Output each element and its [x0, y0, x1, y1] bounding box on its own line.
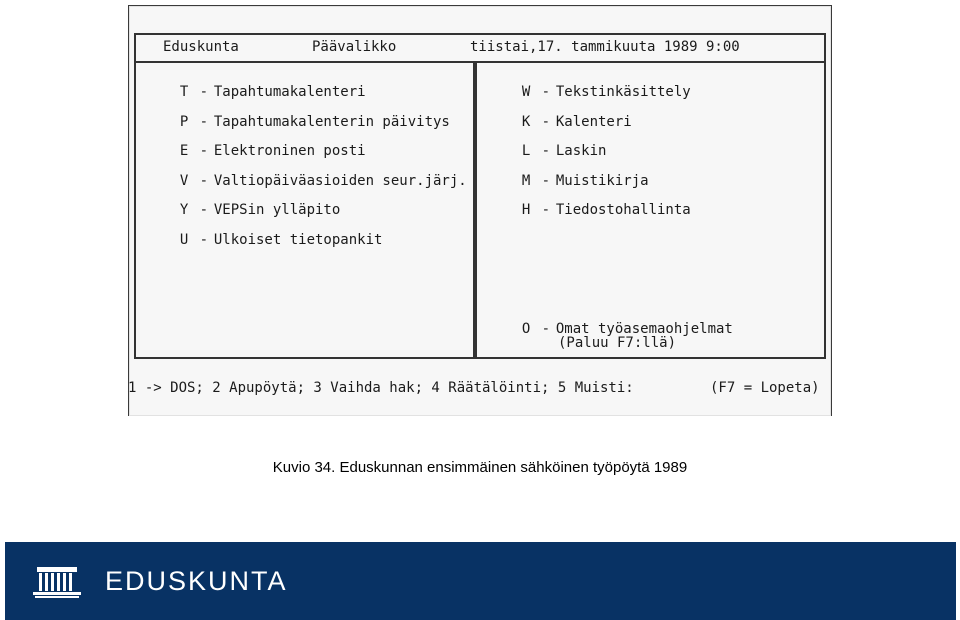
menu-label: Ulkoiset tietopankit	[213, 232, 383, 248]
datetime: tiistai,17. tammikuuta 1989 9:00	[470, 39, 740, 55]
separator: -	[541, 84, 551, 100]
separator: -	[199, 114, 209, 130]
menu-label: Tiedostohallinta	[555, 202, 691, 218]
return-hint: (Paluu F7:llä)	[558, 335, 677, 351]
menu-label: Elektroninen posti	[213, 143, 366, 159]
eduskunta-logo-text: EDUSKUNTA	[105, 566, 288, 596]
separator: -	[199, 202, 209, 218]
menu-key: E	[179, 143, 189, 159]
menu-item-omat-ohjelmat[interactable]	[505, 305, 733, 337]
menu-item-tiedostohallinta[interactable]	[505, 186, 691, 218]
separator: -	[541, 114, 551, 130]
menu-key: M	[521, 173, 531, 189]
function-key-bar[interactable]: 1 -> DOS; 2 Apupöytä; 3 Vaihda hak; 4 Räätälöinti; 5 Muisti:	[128, 380, 634, 396]
menu-label: Omat työasemaohjelmat	[555, 321, 733, 337]
separator: -	[199, 232, 209, 248]
menu-key: V	[179, 173, 189, 189]
menu-item-kalenteri[interactable]	[505, 98, 632, 130]
menu-label: Tekstinkäsittely	[555, 84, 691, 100]
menu-item-muistikirja[interactable]	[505, 157, 649, 189]
menu-title: Päävalikko	[312, 39, 397, 55]
menu-label: Tapahtumakalenteri	[213, 84, 366, 100]
exit-hint[interactable]: (F7 = Lopeta)	[710, 380, 820, 396]
separator: -	[541, 173, 551, 189]
menu-item-tapahtumakalenteri[interactable]	[163, 68, 366, 100]
menu-key: T	[179, 84, 189, 100]
menu-key: L	[521, 143, 531, 159]
menu-key: O	[521, 321, 531, 337]
menu-item-laskin[interactable]	[505, 127, 606, 159]
menu-label: Valtiopäiväasioiden seur.järj.	[213, 173, 467, 189]
separator: -	[199, 84, 209, 100]
menu-key: P	[179, 114, 189, 130]
menu-item-veps-yllapito[interactable]	[163, 186, 340, 218]
menu-item-valtiopaivaasiat[interactable]	[163, 157, 467, 189]
separator: -	[199, 173, 209, 189]
menu-label: Muistikirja	[555, 173, 649, 189]
menu-key: W	[521, 84, 531, 100]
menu-key: U	[179, 232, 189, 248]
menu-item-kalenterin-paivitys[interactable]	[163, 98, 450, 130]
menu-label: Laskin	[555, 143, 607, 159]
menu-label: VEPSin ylläpito	[213, 202, 341, 218]
separator: -	[541, 202, 551, 218]
figure-caption: Kuvio 34. Eduskunnan ensimmäinen sähköinen työpöytä 1989	[272, 459, 688, 476]
menu-key: H	[521, 202, 531, 218]
menu-item-ulkoiset-tietopankit[interactable]	[163, 216, 382, 248]
menu-label: Tapahtumakalenterin päivitys	[213, 114, 450, 130]
menu-item-tekstinkasittely[interactable]	[505, 68, 691, 100]
parliament-building-icon	[33, 563, 81, 599]
separator: -	[541, 321, 551, 337]
separator: -	[199, 143, 209, 159]
app-name: Eduskunta	[163, 39, 239, 55]
menu-item-elektroninen-posti[interactable]	[163, 127, 366, 159]
menu-key: K	[521, 114, 531, 130]
menu-key: Y	[179, 202, 189, 218]
separator: -	[541, 143, 551, 159]
menu-label: Kalenteri	[555, 114, 632, 130]
